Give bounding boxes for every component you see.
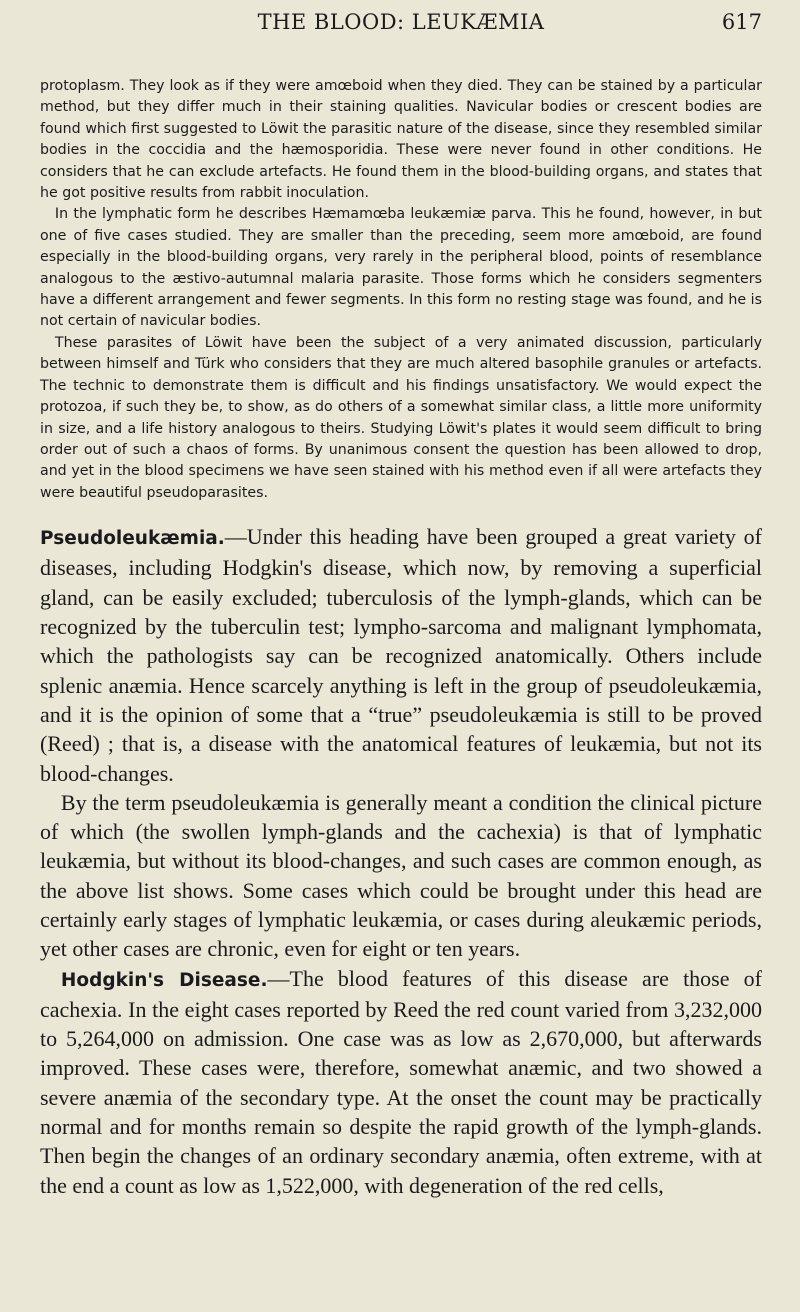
page-number: 617 [721,10,762,34]
main-text-block [40,522,762,1200]
paragraph-hodgkins [40,964,762,1200]
running-title: THE BLOOD: LEUKÆMIA [257,10,545,34]
running-head [40,0,762,76]
paragraph-protoplasm: protoplasm. They look as if they were amœboid when they died. They can be stained by a particular method, but they differ much in their staining qualities. Navicular bodies or crescent bodies are found which first suggested to Löwit the parasitic nature of the disease, since they resembled similar bodies in the coccidia and the hæmosporidia. These were never found in other conditions. He considers that he can exclude artefacts. He found them in the blood-building organs, and states that he got positive results from rabbit inoculation. [40,78,762,202]
section-heading-pseudoleukaemia: Pseudoleukæmia. [40,528,225,550]
small-print-block [40,76,762,504]
paragraph-pseudoleukaemia-term: By the term pseudoleukæmia is generally meant a condition the clinical picture of which (the swollen lymph-glands and the cachexia) is that of lymphatic leukæmia, but without its blood-changes, and such cases are common enough, as the above list shows. Some cases which could be brought under this head are certainly early stages of lymphatic leukæmia, or cases during aleukæmic periods, yet other cases are chronic, even for eight or ten years. [40,789,762,962]
section-heading-hodgkins: Hodgkin's Disease. [60,969,268,991]
hodgkins-text: —The blood features of this disease are those of cachexia. In the eight cases reported by Reed the red count varied from 3,232,000 to 5,264,000 on admission. One case was as low as 2,670,000, but afterwards improved. These cases were, therefore, somewhat anæmic, and two showed a severe anæmia of the secondary type. At the onset the count may be practically normal and for months remain so despite the rapid growth of the lymph-glands. Then begin the changes of an ordinary secondary anæmia, often extreme, with at the end a count as low as 1,522,000, with degeneration of the red cells, [40,965,763,1198]
paragraph-pseudoleukaemia [40,522,762,788]
paragraph-lymphatic-form: In the lymphatic form he describes Hæmamœba leukæmiæ parva. This he found, however, in but one of five cases studied. They are smaller than the preceding, seem more amœboid, are found especially in the blood-building organs, very rarely in the peripheral blood, points of resemblance analogous to the æstivo-autumnal malaria parasite. Those forms which he considers segmenters have a different arrangement and fewer segments. In this form no resting stage was found, and he is not certain of navicular bodies. [40,206,762,330]
pseudoleukaemia-text: —Under this heading have been grouped a great variety of diseases, including Hodgkin's disease, which now, by removing a superficial gland, can be easily excluded; tuberculosis of the lymph-glands, which can be recognized by the tuberculin test; lympho-sarcoma and malignant lymphomata, which the pathologists say can be recognized anatomically. Others include splenic anæmia. Hence scarcely anything is left in the group of pseudoleukæmia, and it is the opinion of some that a “true” pseudoleukæmia is still to be proved (Reed) ; that is, a disease with the anatomical features of leukæmia, but not its blood-changes. [40,524,762,786]
paragraph-lowit-parasites: These parasites of Löwit have been the subject of a very animated discussion, particularly between himself and Türk who considers that they are much altered basophile granules or artefacts. The technic to demonstrate them is difficult and his findings unsatisfactory. We would expect the protozoa, if such they be, to show, as do others of a somewhat similar class, a little more uniformity in size, and a life history analogous to theirs. Studying Löwit's plates it would seem difficult to bring order out of such a chaos of forms. By unanimous consent the question has been allowed to drop, and yet in the blood specimens we have seen stained with his method even if all were artefacts they were beautiful pseudoparasites. [40,334,762,501]
